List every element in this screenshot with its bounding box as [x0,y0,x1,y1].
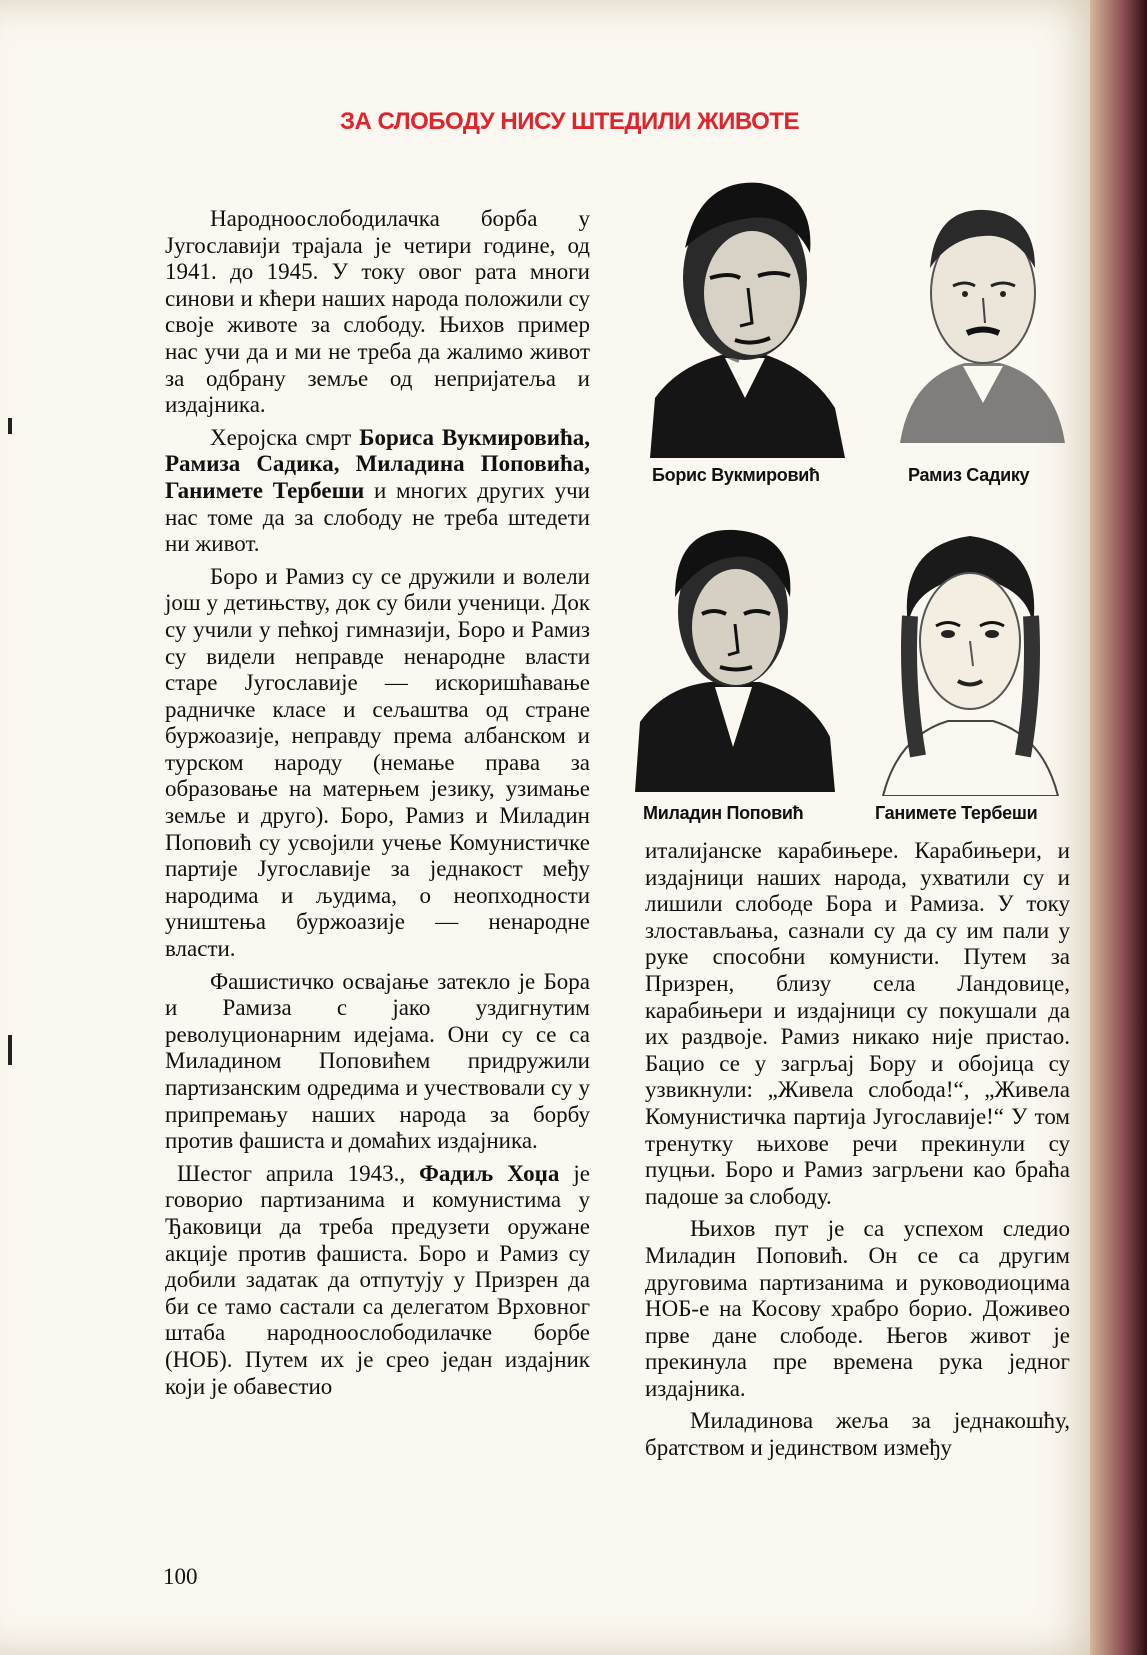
page-number: 100 [163,1564,198,1589]
bold-name: Фадиљ Хоџа [419,1160,560,1186]
man-portrait-icon [640,168,850,458]
paragraph-text: Шестог априла 1943., [177,1160,420,1186]
paragraph: Боро и Рамиз су се дружили и волели још у детињству, док су били ученици. Док су учили у пећкој гимназији, Боро и Рамиз су видели неправде ненародне власти старе Југославије — искоришћавање радничке класе и сељаштва од стране буржоазије, неправду према албанском и турском народу (немање права за образовање на матерњем језику, узимање земље и друго). Боро, Рамиз и Миладин Поповић су усвојили учење Комунистичке партије Југославије за једнакост међу народима и људима, о неопходности уништења буржоазије — ненародне власти. [165,563,590,962]
margin-mark [8,418,12,434]
portrait-caption: Ганимете Тербеши [875,803,1038,823]
paragraph [165,1161,590,1400]
book-edge [1090,0,1147,1655]
paragraph: италијанске карабињере. Карабињери, и издајници наших народа, ухватили су и лишили слободе Бора и Рамиза. У току злостављања, сазнали су да су им пали у руке способни комунисти. Путем за Призрен, близу села Ландовице, карабињери и издајници су покушали да их раздвоје. Рамиз никако није пристао. Бацио се у загрљај Бору и обојица су узвикнули: „Живела слобода!“, „Живела Комунистичка партија Југославије!“ У том тренутку њихове речи прекинули су пуцњи. Боро и Рамиз загрљени као браћа падоше за слободу. [645,838,1070,1209]
portrait-miladin [630,522,840,792]
paragraph-text: и многих других учи нас томе да за слободу не треба штедети ни живот. [165,477,590,557]
paragraph: Њихов пут је са успехом следио Миладин Поповић. Он се са другим друговима партизанима и руководиоцима НОБ-е на Косову храбро борио. Доживео прве дане слободе. Његов живот је прекинула пре времена рука једног издајника. [645,1216,1070,1401]
page-title: ЗА СЛОБОДУ НИСУ ШТЕДИЛИ ЖИВОТЕ [340,108,799,135]
man-mustache-portrait-icon [895,198,1070,443]
bold-names: Бориса Вукмировића, Рамиза Садика, Миладина Поповића, Ганимете Тербеши [165,424,590,503]
portrait-boris [640,168,850,458]
paragraph: Миладинова жеља за једнакошћу, братством и јединством између [645,1408,1070,1461]
paragraph: Фашистичко освајање затекло је Бора и Рамиза с јако уздигнутим револуционарним идејама. Они су се са Миладином Поповићем придружили партизанским одредима и учествовали су у припремању наших народа за борбу против фашиста и домаћих издајника. [165,968,590,1154]
man-portrait-icon [630,522,840,792]
portrait-caption: Миладин Поповић [643,803,804,823]
portrait-ramiz [895,198,1070,443]
portrait-caption: Рамиз Садику [908,465,1030,485]
portrait-caption: Борис Вукмировић [652,465,820,485]
portrait-ganimete [878,516,1063,796]
woman-braids-portrait-icon [878,516,1063,796]
right-text-column [645,838,1070,1468]
paragraph [165,425,590,558]
paragraph: Народноослободилачка борба у Југославији трајала је четири године, од 1941. до 1945. У току овог рата многи синови и кћери наших народа положили су своје животе за слободу. Њихов пример нас учи да и ми не треба да жалимо живот за одбрану земље од непријатеља и издајника. [165,206,590,418]
left-text-column [165,206,590,1406]
margin-mark [8,1035,12,1065]
paragraph-text: Херојска смрт [210,424,360,450]
paragraph-text: је говорио партизанима и комунистима у Ђаковици да треба предузети оружане акције против фашиста. Боро и Рамиз су добили задатак да отпутују у Призрен да би се тамо састали са делегатом Врховног штаба народноослободилачке борбе (НОБ). Путем их је срео један издајник који је обавестио [165,1160,590,1399]
